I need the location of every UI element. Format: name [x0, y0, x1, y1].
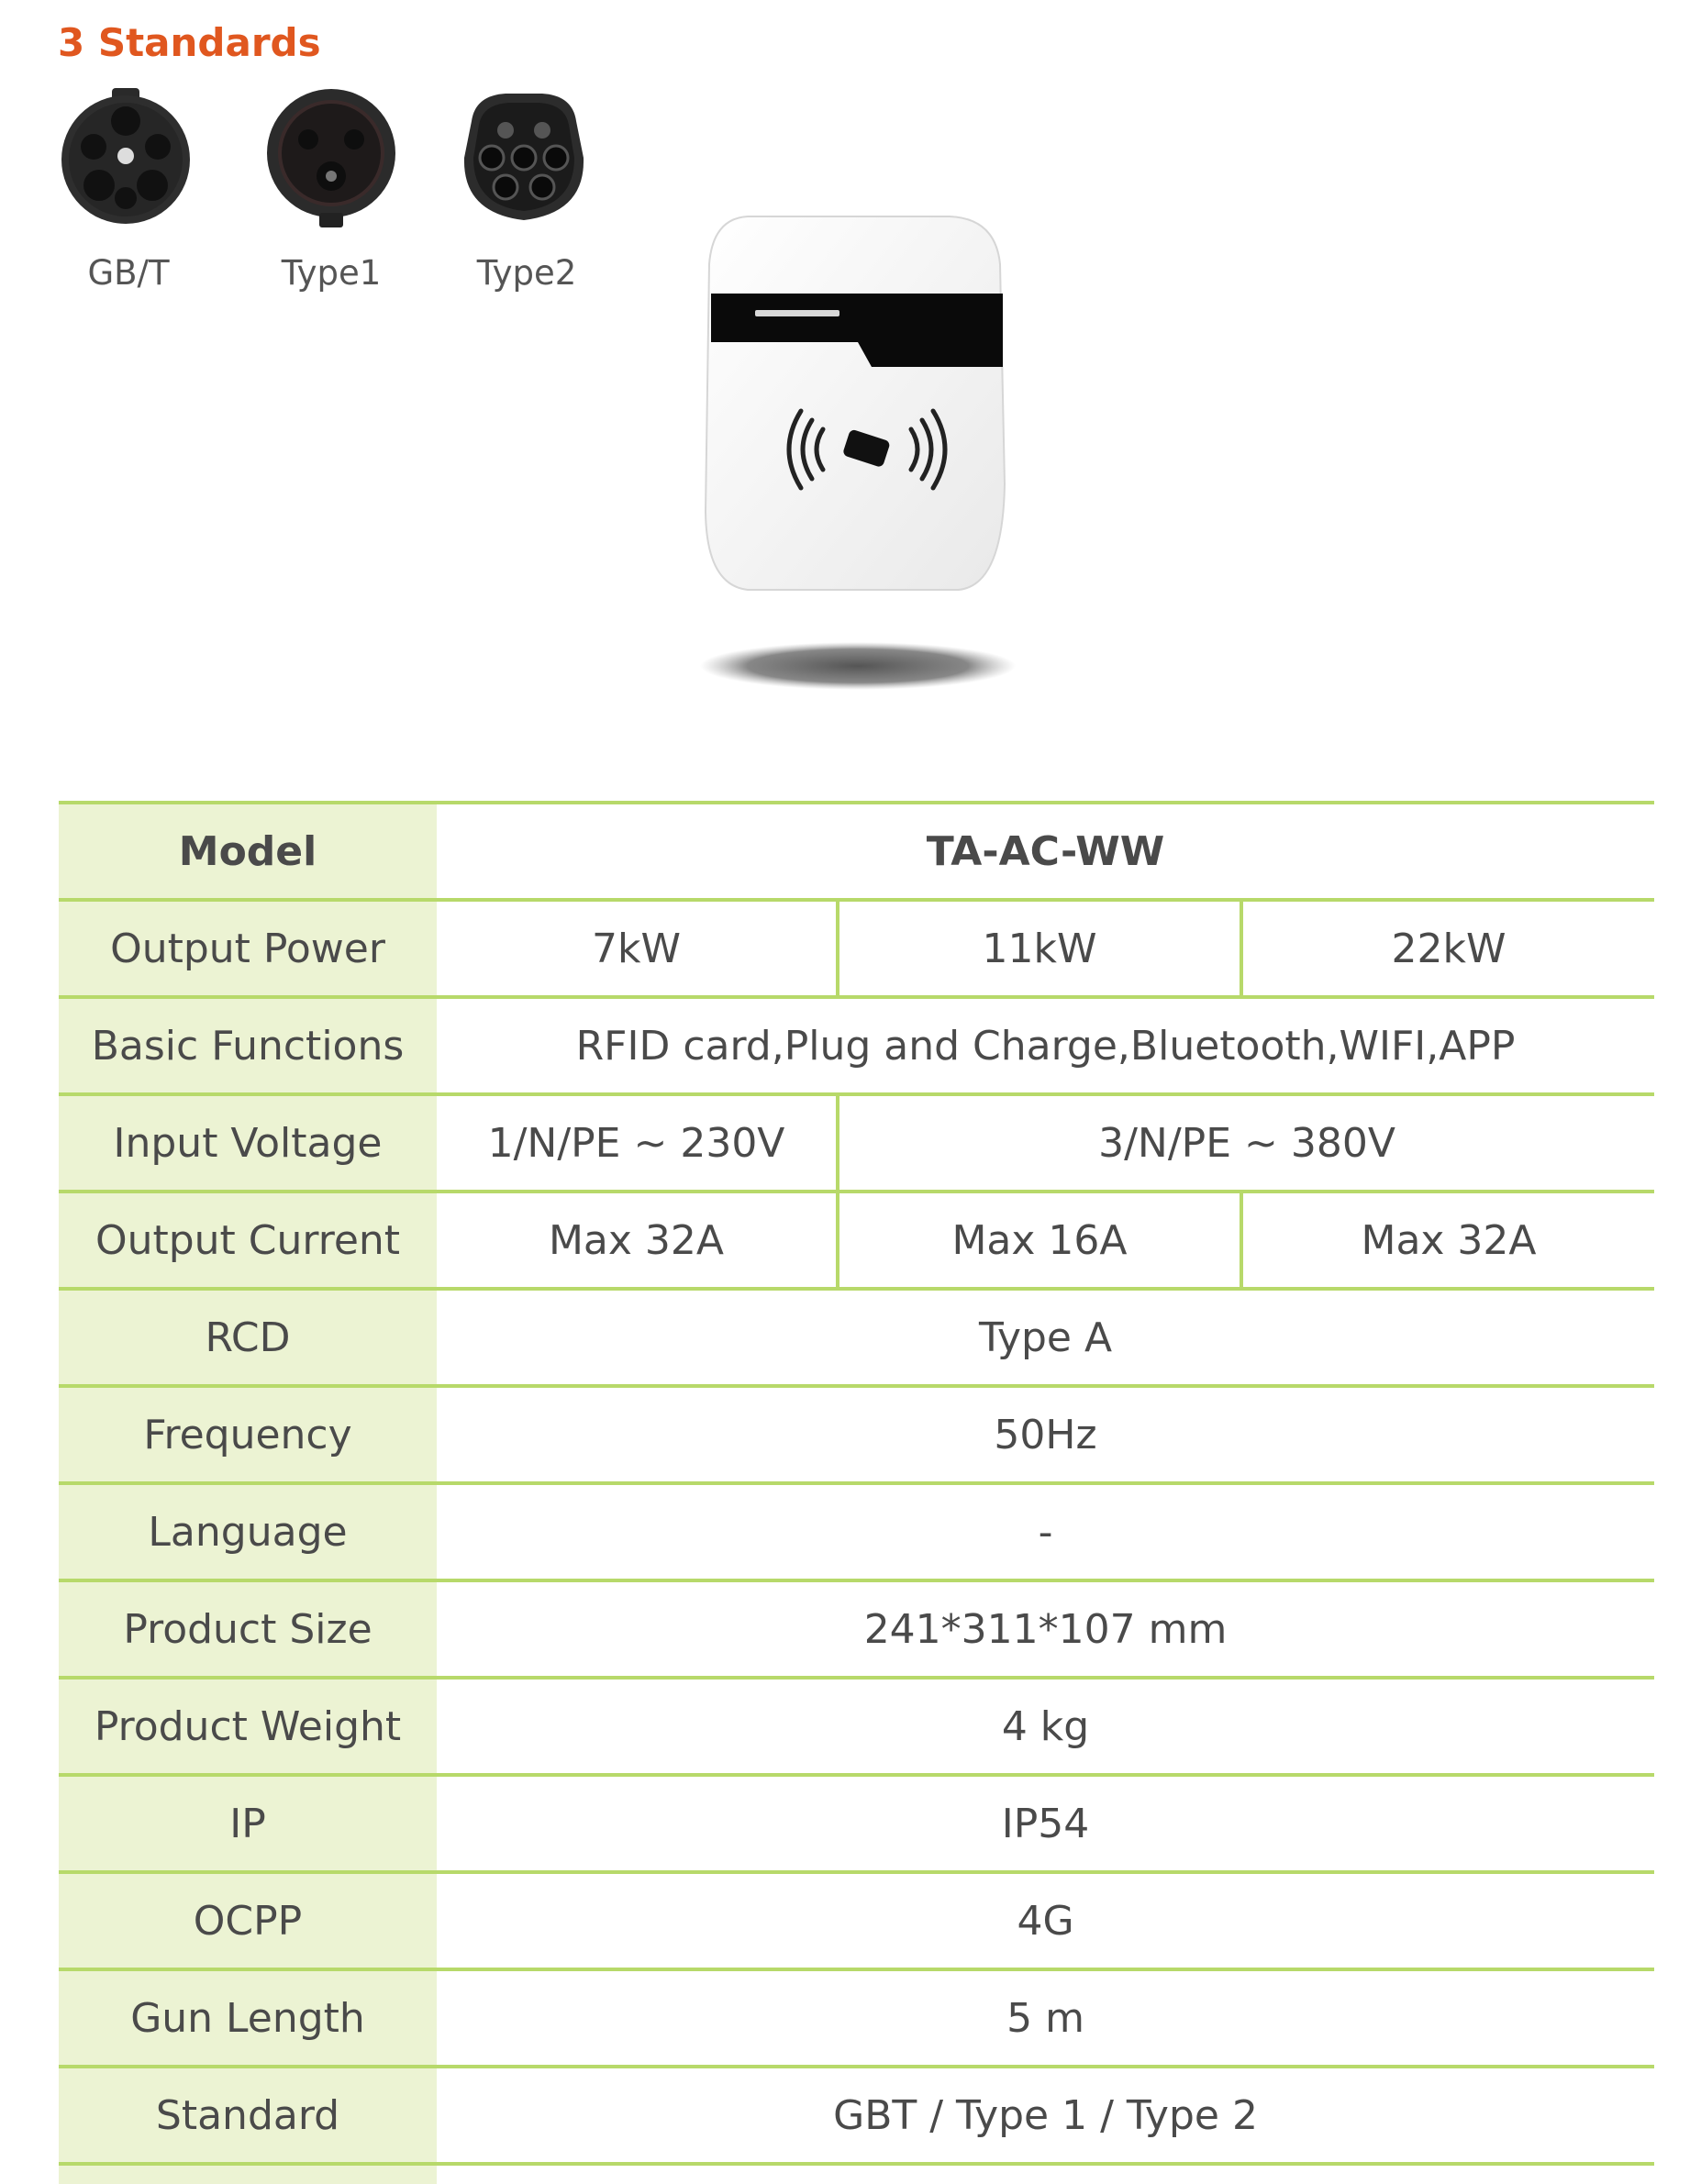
table-row-rcd: [59, 1289, 1654, 1386]
charger-product-image: [693, 209, 1023, 695]
standard-value: GBT / Type 1 / Type 2: [437, 2067, 1654, 2164]
row-label-basic-functions: Basic Functions: [59, 997, 437, 1094]
row-label-gun-length: Gun Length: [59, 1969, 437, 2067]
type1-connector-icon: [262, 84, 400, 231]
table-row-model: [59, 803, 1654, 900]
table-row-frequency: [59, 1386, 1654, 1483]
section-heading: 3 Standards: [58, 20, 321, 65]
table-row-standard: [59, 2067, 1654, 2164]
row-label-language: Language: [59, 1483, 437, 1580]
row-label-ip: IP: [59, 1775, 437, 1872]
type1-label: Type1: [281, 253, 382, 293]
output-current-7kw: Max 32A: [437, 1192, 838, 1289]
table-row-ip: [59, 1775, 1654, 1872]
gun-length-value: 5 m: [437, 1969, 1654, 2067]
row-label-product-weight: Product Weight: [59, 1678, 437, 1775]
table-row-partial: [59, 2164, 1654, 2184]
row-label-standard: Standard: [59, 2067, 437, 2164]
spec-table: [59, 801, 1654, 2184]
row-label-partial: [59, 2164, 437, 2184]
gbt-connector-icon: [57, 84, 195, 231]
frequency-value: 50Hz: [437, 1386, 1654, 1483]
table-row-output-power: [59, 900, 1654, 997]
table-row-basic-functions: [59, 997, 1654, 1094]
basic-functions-value: RFID card,Plug and Charge,Bluetooth,WIFI,APP: [437, 997, 1654, 1094]
table-row-gun-length: [59, 1969, 1654, 2067]
product-size-value: 241*311*107 mm: [437, 1580, 1654, 1678]
input-voltage-single-phase: 1/N/PE ~ 230V: [437, 1094, 838, 1192]
output-current-11kw: Max 16A: [838, 1192, 1241, 1289]
row-label-rcd: RCD: [59, 1289, 437, 1386]
table-row-output-current: [59, 1192, 1654, 1289]
table-row-ocpp: [59, 1872, 1654, 1969]
type2-connector-icon: [455, 84, 593, 231]
row-label-frequency: Frequency: [59, 1386, 437, 1483]
row-label-output-power: Output Power: [59, 900, 437, 997]
gbt-label: GB/T: [87, 253, 170, 293]
row-label-product-size: Product Size: [59, 1580, 437, 1678]
output-power-22kw: 22kW: [1241, 900, 1654, 997]
language-value: -: [437, 1483, 1654, 1580]
table-row-input-voltage: [59, 1094, 1654, 1192]
product-weight-value: 4 kg: [437, 1678, 1654, 1775]
input-voltage-three-phase: 3/N/PE ~ 380V: [838, 1094, 1654, 1192]
output-current-22kw: Max 32A: [1241, 1192, 1654, 1289]
table-row-product-weight: [59, 1678, 1654, 1775]
type2-label: Type2: [476, 253, 577, 293]
row-label-model: Model: [59, 803, 437, 900]
partial-row-value: [437, 2164, 1654, 2184]
output-power-11kw: 11kW: [838, 900, 1241, 997]
rcd-value: Type A: [437, 1289, 1654, 1386]
ocpp-value: 4G: [437, 1872, 1654, 1969]
output-power-7kw: 7kW: [437, 900, 838, 997]
row-label-ocpp: OCPP: [59, 1872, 437, 1969]
row-label-output-current: Output Current: [59, 1192, 437, 1289]
table-row-product-size: [59, 1580, 1654, 1678]
table-row-language: [59, 1483, 1654, 1580]
row-label-input-voltage: Input Voltage: [59, 1094, 437, 1192]
model-value: TA-AC-WW: [437, 803, 1654, 900]
ip-value: IP54: [437, 1775, 1654, 1872]
